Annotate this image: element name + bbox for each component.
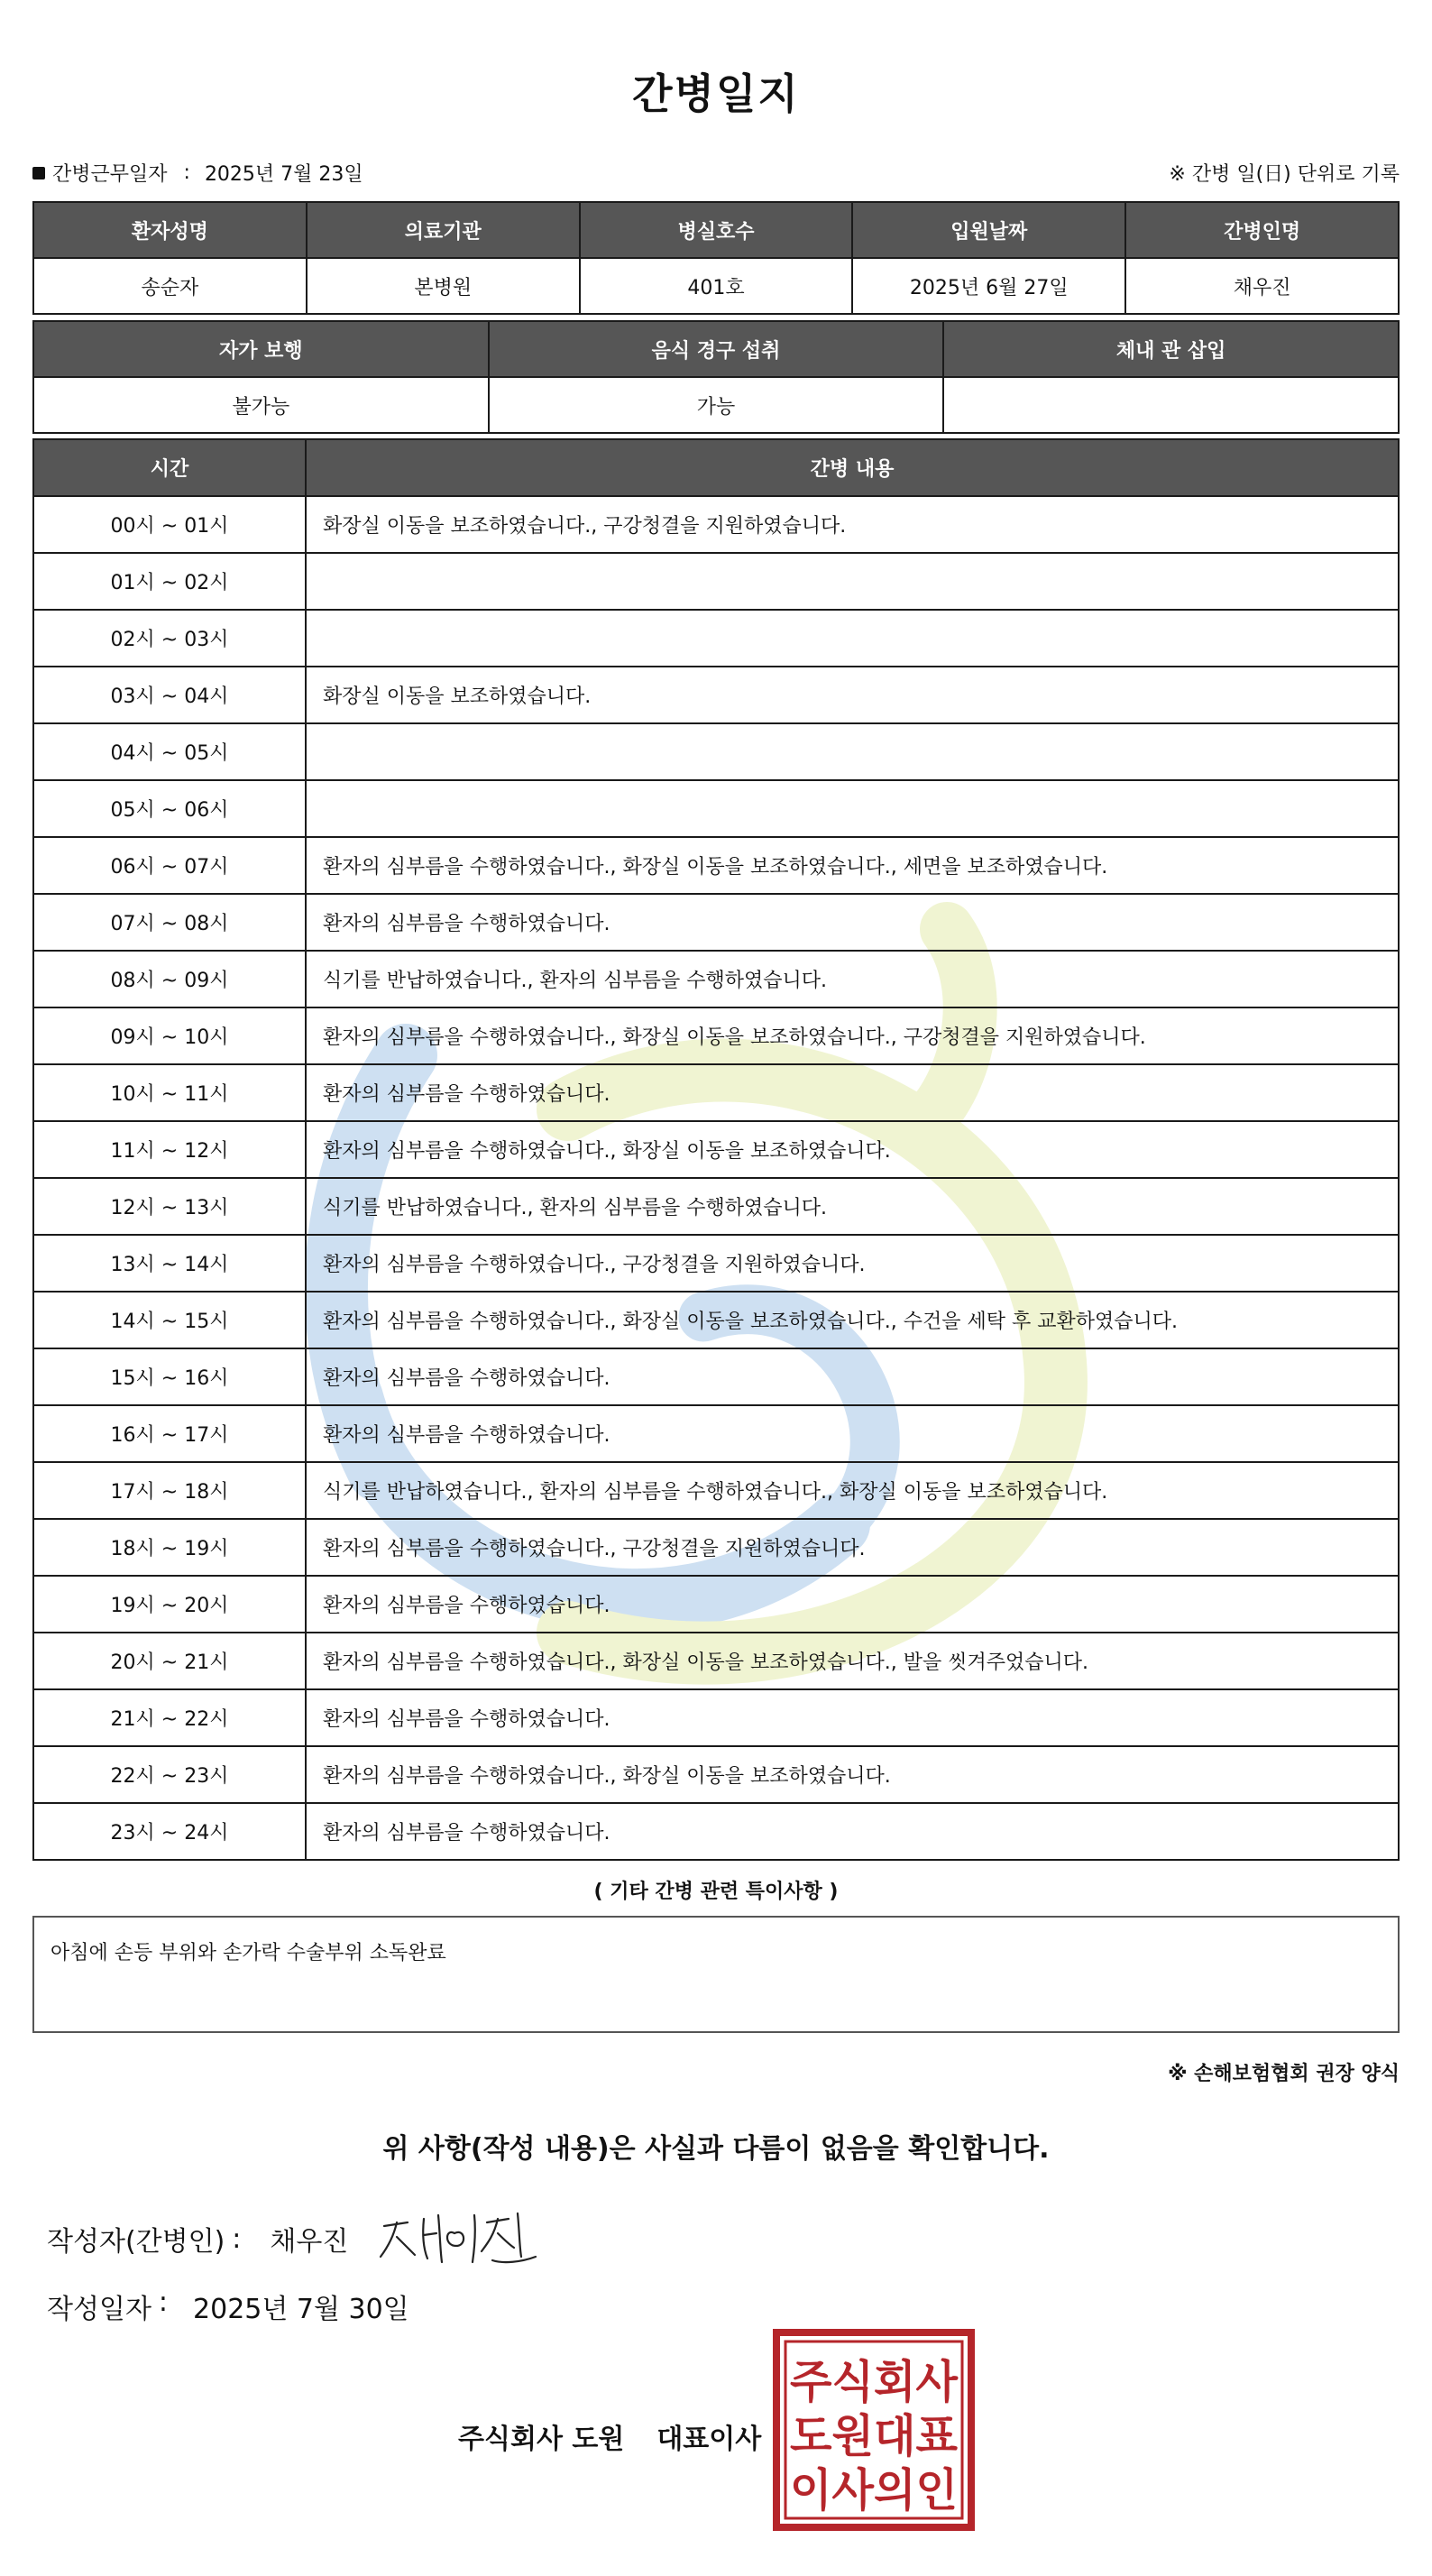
table-row bbox=[33, 1576, 1399, 1633]
log-content: 식기를 반납하였습니다., 환자의 심부름을 수행하였습니다., 화장실 이동을 보조하였습니다. bbox=[306, 1462, 1399, 1519]
log-content: 화장실 이동을 보조하였습니다., 구강청결을 지원하였습니다. bbox=[306, 496, 1399, 553]
log-time: 17시 ~ 18시 bbox=[33, 1462, 306, 1519]
care-log-body bbox=[33, 496, 1399, 1860]
writer-row bbox=[47, 2219, 348, 2259]
log-content: 식기를 반납하였습니다., 환자의 심부름을 수행하였습니다. bbox=[306, 951, 1399, 1007]
header-cell: 체내 관 삽입 bbox=[943, 321, 1399, 377]
table-row bbox=[33, 1178, 1399, 1235]
work-date bbox=[32, 159, 363, 187]
log-content: 환자의 심부름을 수행하였습니다., 구강청결을 지원하였습니다. bbox=[306, 1519, 1399, 1576]
table-row bbox=[33, 780, 1399, 837]
log-time: 18시 ~ 19시 bbox=[33, 1519, 306, 1576]
log-content: 환자의 심부름을 수행하였습니다., 화장실 이동을 보조하였습니다., 수건을 세탁 후 교환하였습니다. bbox=[306, 1292, 1399, 1348]
content-header: 간병 내용 bbox=[306, 439, 1399, 496]
log-time: 07시 ~ 08시 bbox=[33, 894, 306, 951]
page-title: 간병일지 bbox=[632, 69, 800, 118]
care-log-table bbox=[32, 438, 1400, 1861]
hospital-name: 본병원 bbox=[307, 258, 580, 314]
table-row bbox=[33, 951, 1399, 1007]
record-unit-note: ※ 간병 일(日) 단위로 기록 bbox=[1169, 163, 1400, 186]
seal-line-1: 주식회사 bbox=[790, 2356, 959, 2408]
log-content bbox=[306, 780, 1399, 837]
log-content: 환자의 심부름을 수행하였습니다. bbox=[306, 1064, 1399, 1121]
table-row bbox=[33, 667, 1399, 723]
table-row bbox=[33, 1235, 1399, 1292]
work-date-value: 2025년 7월 23일 bbox=[204, 163, 363, 186]
table-row bbox=[33, 1519, 1399, 1576]
table-header-row bbox=[33, 321, 1399, 377]
notes-box bbox=[32, 1916, 1400, 2033]
work-date-separator: : bbox=[183, 161, 190, 184]
table-row bbox=[33, 1462, 1399, 1519]
table-row bbox=[33, 258, 1399, 314]
log-content: 환자의 심부름을 수행하였습니다., 화장실 이동을 보조하였습니다., 발을 씻겨주었습니다. bbox=[306, 1633, 1399, 1689]
written-date-row bbox=[47, 2286, 409, 2326]
patient-info-table bbox=[32, 201, 1400, 315]
handwritten-signature bbox=[377, 2206, 539, 2269]
company-row bbox=[458, 2416, 761, 2456]
log-time: 19시 ~ 20시 bbox=[33, 1576, 306, 1633]
time-header: 시간 bbox=[33, 439, 306, 496]
table-row bbox=[33, 377, 1399, 433]
log-time: 13시 ~ 14시 bbox=[33, 1235, 306, 1292]
company-seal-icon bbox=[773, 2329, 975, 2531]
confirmation-statement: 위 사항(작성 내용)은 사실과 다름이 없음을 확인합니다. bbox=[382, 2133, 1050, 2165]
notes-label: ( 기타 간병 관련 특이사항 ) bbox=[593, 1881, 839, 1903]
writer-label: 작성자(간병인) bbox=[47, 2226, 225, 2258]
log-content: 환자의 심부름을 수행하였습니다., 화장실 이동을 보조하였습니다. bbox=[306, 1121, 1399, 1178]
table-header-row bbox=[33, 202, 1399, 258]
header-cell: 자가 보행 bbox=[33, 321, 489, 377]
log-time: 02시 ~ 03시 bbox=[33, 610, 306, 667]
header-cell: 환자성명 bbox=[33, 202, 307, 258]
log-time: 01시 ~ 02시 bbox=[33, 553, 306, 610]
table-row bbox=[33, 1348, 1399, 1405]
representative-title: 대표이사 bbox=[656, 2424, 762, 2455]
log-time: 04시 ~ 05시 bbox=[33, 723, 306, 780]
log-time: 09시 ~ 10시 bbox=[33, 1007, 306, 1064]
log-time: 16시 ~ 17시 bbox=[33, 1405, 306, 1462]
table-row bbox=[33, 723, 1399, 780]
log-time: 05시 ~ 06시 bbox=[33, 780, 306, 837]
company-name: 주식회사 도원 bbox=[458, 2424, 625, 2455]
notes-text: 아침에 손등 부위와 손가락 수술부위 소독완료 bbox=[50, 1942, 446, 1964]
log-time: 03시 ~ 04시 bbox=[33, 667, 306, 723]
log-time: 23시 ~ 24시 bbox=[33, 1803, 306, 1860]
seal-line-3: 이사의인 bbox=[790, 2464, 958, 2516]
log-time: 06시 ~ 07시 bbox=[33, 837, 306, 894]
table-row bbox=[33, 610, 1399, 667]
work-date-label: 간병근무일자 bbox=[52, 163, 168, 186]
table-row bbox=[33, 1121, 1399, 1178]
patient-name: 송순자 bbox=[33, 258, 307, 314]
caregiver-name: 채우진 bbox=[1125, 258, 1399, 314]
table-row bbox=[33, 1064, 1399, 1121]
log-content: 환자의 심부름을 수행하였습니다. bbox=[306, 1405, 1399, 1462]
table-row bbox=[33, 894, 1399, 951]
table-row bbox=[33, 1689, 1399, 1746]
log-time: 00시 ~ 01시 bbox=[33, 496, 306, 553]
table-row bbox=[33, 1292, 1399, 1348]
log-content bbox=[306, 723, 1399, 780]
log-content: 환자의 심부름을 수행하였습니다. bbox=[306, 894, 1399, 951]
table-row bbox=[33, 1803, 1399, 1860]
written-date-value: 2025년 7월 30일 bbox=[193, 2294, 409, 2325]
log-content: 환자의 심부름을 수행하였습니다., 화장실 이동을 보조하였습니다. bbox=[306, 1746, 1399, 1803]
table-row bbox=[33, 837, 1399, 894]
tube-insertion-value bbox=[943, 377, 1399, 433]
self-walking-value: 불가능 bbox=[33, 377, 489, 433]
written-date-separator: : bbox=[158, 2286, 169, 2318]
written-date-label: 작성일자 bbox=[47, 2294, 151, 2325]
table-row bbox=[33, 553, 1399, 610]
log-time: 14시 ~ 15시 bbox=[33, 1292, 306, 1348]
log-time: 10시 ~ 11시 bbox=[33, 1064, 306, 1121]
log-content: 환자의 심부름을 수행하였습니다., 구강청결을 지원하였습니다. bbox=[306, 1235, 1399, 1292]
table-row bbox=[33, 1746, 1399, 1803]
form-source-note: ※ 손해보험협회 권장 양식 bbox=[1168, 2063, 1400, 2085]
table-row bbox=[33, 496, 1399, 553]
table-row bbox=[33, 1007, 1399, 1064]
table-row bbox=[33, 1405, 1399, 1462]
log-time: 20시 ~ 21시 bbox=[33, 1633, 306, 1689]
square-bullet-icon bbox=[32, 167, 45, 179]
log-content: 환자의 심부름을 수행하였습니다. bbox=[306, 1689, 1399, 1746]
header-cell: 병실호수 bbox=[580, 202, 853, 258]
log-time: 21시 ~ 22시 bbox=[33, 1689, 306, 1746]
log-content: 환자의 심부름을 수행하였습니다. bbox=[306, 1348, 1399, 1405]
room-number: 401호 bbox=[580, 258, 853, 314]
admission-date: 2025년 6월 27일 bbox=[852, 258, 1125, 314]
log-content bbox=[306, 553, 1399, 610]
log-content: 환자의 심부름을 수행하였습니다. bbox=[306, 1803, 1399, 1860]
seal-line-2: 도원대표 bbox=[790, 2410, 959, 2462]
table-row bbox=[33, 1633, 1399, 1689]
header-cell: 입원날짜 bbox=[852, 202, 1125, 258]
log-content: 환자의 심부름을 수행하였습니다., 화장실 이동을 보조하였습니다., 세면을 보조하였습니다. bbox=[306, 837, 1399, 894]
log-content: 환자의 심부름을 수행하였습니다. bbox=[306, 1576, 1399, 1633]
header-cell: 의료기관 bbox=[307, 202, 580, 258]
table-header-row bbox=[33, 439, 1399, 496]
log-time: 11시 ~ 12시 bbox=[33, 1121, 306, 1178]
log-content: 환자의 심부름을 수행하였습니다., 화장실 이동을 보조하였습니다., 구강청결을 지원하였습니다. bbox=[306, 1007, 1399, 1064]
log-time: 15시 ~ 16시 bbox=[33, 1348, 306, 1405]
log-time: 08시 ~ 09시 bbox=[33, 951, 306, 1007]
writer-separator: : bbox=[232, 2222, 242, 2255]
log-time: 12시 ~ 13시 bbox=[33, 1178, 306, 1235]
oral-intake-value: 가능 bbox=[489, 377, 944, 433]
header-cell: 간병인명 bbox=[1125, 202, 1399, 258]
writer-name: 채우진 bbox=[270, 2226, 349, 2258]
header-cell: 음식 경구 섭취 bbox=[489, 321, 944, 377]
log-content: 식기를 반납하였습니다., 환자의 심부름을 수행하였습니다. bbox=[306, 1178, 1399, 1235]
log-time: 22시 ~ 23시 bbox=[33, 1746, 306, 1803]
log-content: 화장실 이동을 보조하였습니다. bbox=[306, 667, 1399, 723]
log-content bbox=[306, 610, 1399, 667]
patient-status-table bbox=[32, 320, 1400, 434]
